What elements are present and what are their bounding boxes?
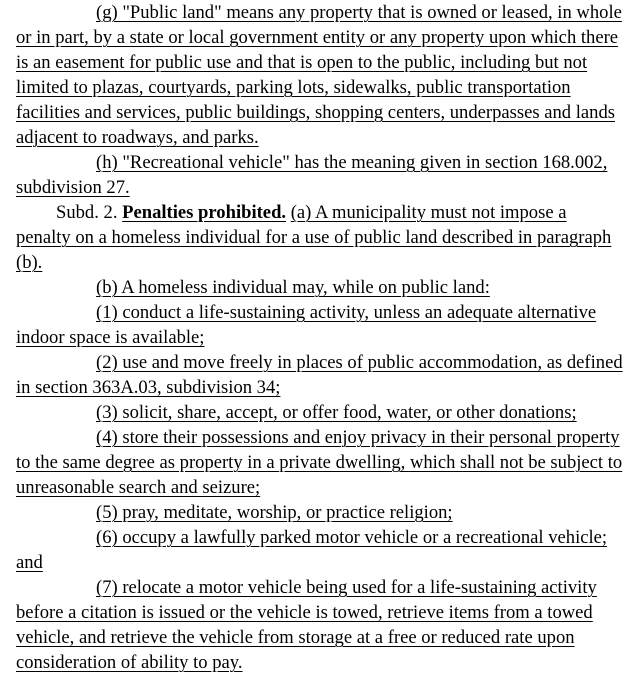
paragraph-h-recreational-vehicle: (h) "Recreational vehicle" has the meaning given in section 168.002, subdivision 27.	[16, 152, 608, 198]
clause-6-parked-vehicle: (6) occupy a lawfully parked motor vehicle or a recreational vehicle; and	[16, 527, 608, 573]
clause-2-public-accommodation: (2) use and move freely in places of public accommodation, as defined in section 363A.03, subdivision 34;	[16, 352, 623, 398]
paragraph-a-text: (a) A municipality must not impose a penalty on a homeless individual for a use of public land described in paragraph (b).	[16, 202, 612, 273]
clause-7-relocate-vehicle: (7) relocate a motor vehicle being used for a life-sustaining activity before a citation is issued or the vehicle is towed, retrieve items from a towed vehicle, and retrieve the vehicle from storage at a free or reduced rate upon consideration of ability to pay.	[16, 577, 597, 673]
clause-5-religion: (5) pray, meditate, worship, or practice religion;	[96, 502, 453, 523]
clause-4-possessions-privacy: (4) store their possessions and enjoy privacy in their personal property to the same degree as property in a private dwelling, which shall not be subject to unreasonable search and seizure;	[16, 427, 623, 498]
paragraph-g-public-land: (g) "Public land" means any property that is owned or leased, in whole or in part, by a state or local government entity or any property upon which there is an easement for public use and that is open to the public, including but not limited to plazas, courtyards, parking lots, sidewalks, public transportation facilities and services, public buildings, shopping centers, underpasses and lands adjacent to roadways, and parks.	[16, 2, 622, 148]
clause-1-life-sustaining-activity: (1) conduct a life-sustaining activity, unless an adequate alternative indoor space is available;	[16, 302, 597, 348]
subdivision-heading: Penalties prohibited.	[122, 202, 287, 223]
subdivision-2-paragraph-a	[16, 200, 624, 275]
statute-document	[16, 0, 624, 675]
clause-3-donations: (3) solicit, share, accept, or offer food, water, or other donations;	[96, 402, 577, 423]
subdivision-number: Subd. 2.	[56, 202, 118, 223]
paragraph-b-intro: (b) A homeless individual may, while on public land:	[96, 277, 490, 298]
